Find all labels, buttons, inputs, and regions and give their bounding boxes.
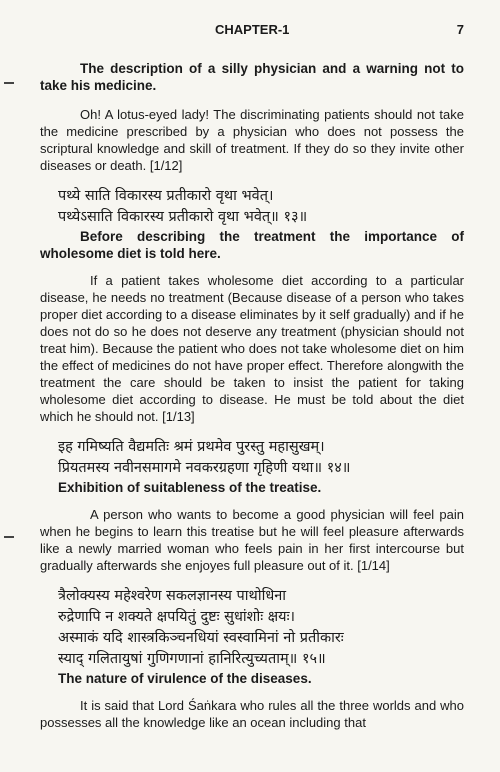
verse-line: स्याद् गलितायुषां गुणिगणानां हानिरित्युच्यताम्॥ १५॥	[58, 651, 326, 667]
paragraph: If a patient takes wholesome diet according to a particular disease, he needs no treatment (Because disease of a person who takes proper diet according to a disease eliminates by it self gradually) and if he does not do so he does not deserve any treatment (physician should not treat him). Because the patient who does not take wholesome diet on him the effect of medicines do not have proper effect. Therefore alongwith the treatment the care should be taken to insist the patient for taking wholesome diet according to disease. He must be told about the diet which he should not. [1/13]	[40, 273, 464, 424]
chapter-title: CHAPTER-1	[215, 22, 290, 37]
verse-line: अस्माकं यदि शास्त्रकिञ्चनधियां स्वस्वामिनां नो प्रतीकारः	[58, 630, 344, 646]
paragraph: A person who wants to become a good physician will feel pain when he begins to learn this treatise but he will feel pleasure afterwards like a newly married woman who feels pain in her first intercourse but gradually afterwards she enjoyes full pleasure out of it. [1/14]	[40, 507, 464, 573]
sanskrit-verse	[40, 186, 464, 228]
sanskrit-verse	[40, 586, 464, 670]
section-heading: The nature of virulence of the diseases.	[58, 671, 312, 686]
section-heading: Before describing the treatment the importance of wholesome diet is told here.	[40, 229, 464, 261]
verse-line: त्रैलोक्यस्य महेश्वरेण सकलज्ञानस्य पाथोधिना	[58, 588, 287, 604]
page-header	[40, 22, 464, 42]
page-number: 7	[456, 22, 464, 37]
sanskrit-verse	[40, 437, 464, 479]
verse-line: इह गमिष्यति वैद्यमतिः श्रमं प्रथमेव पुरस्तु महासुखम्।	[58, 439, 325, 455]
verse-line: पथ्येऽसाति विकारस्य प्रतीकारो वृथा भवेत्॥ १३॥	[58, 209, 308, 225]
section-heading: The description of a silly physician and a warning not to take his medicine.	[40, 61, 464, 93]
margin-mark	[4, 536, 14, 538]
margin-mark	[4, 82, 14, 84]
section-heading: Exhibition of suitableness of the treatise.	[58, 480, 322, 495]
verse-line: प्रियतमस्य नवीनसमागमे नवकरग्रहणा गृहिणी यथा॥ १४॥	[58, 460, 351, 476]
page-content	[40, 60, 464, 731]
verse-line: रुद्रेणापि न शक्यते क्षपयितुं दुष्टः सुधांशोः क्षयः।	[58, 609, 296, 625]
paragraph: Oh! A lotus-eyed lady! The discriminating patients should not take the medicine prescribed by a physician who does not possess the scriptural knowledge and skill of treatment. If they do so they invite other diseases or death. [1/12]	[40, 107, 464, 173]
verse-line: पथ्ये साति विकारस्य प्रतीकारो वृथा भवेत्।	[58, 188, 274, 204]
paragraph: It is said that Lord Śaṅkara who rules all the three worlds and who possesses all the knowledge like an ocean including that	[40, 698, 464, 730]
